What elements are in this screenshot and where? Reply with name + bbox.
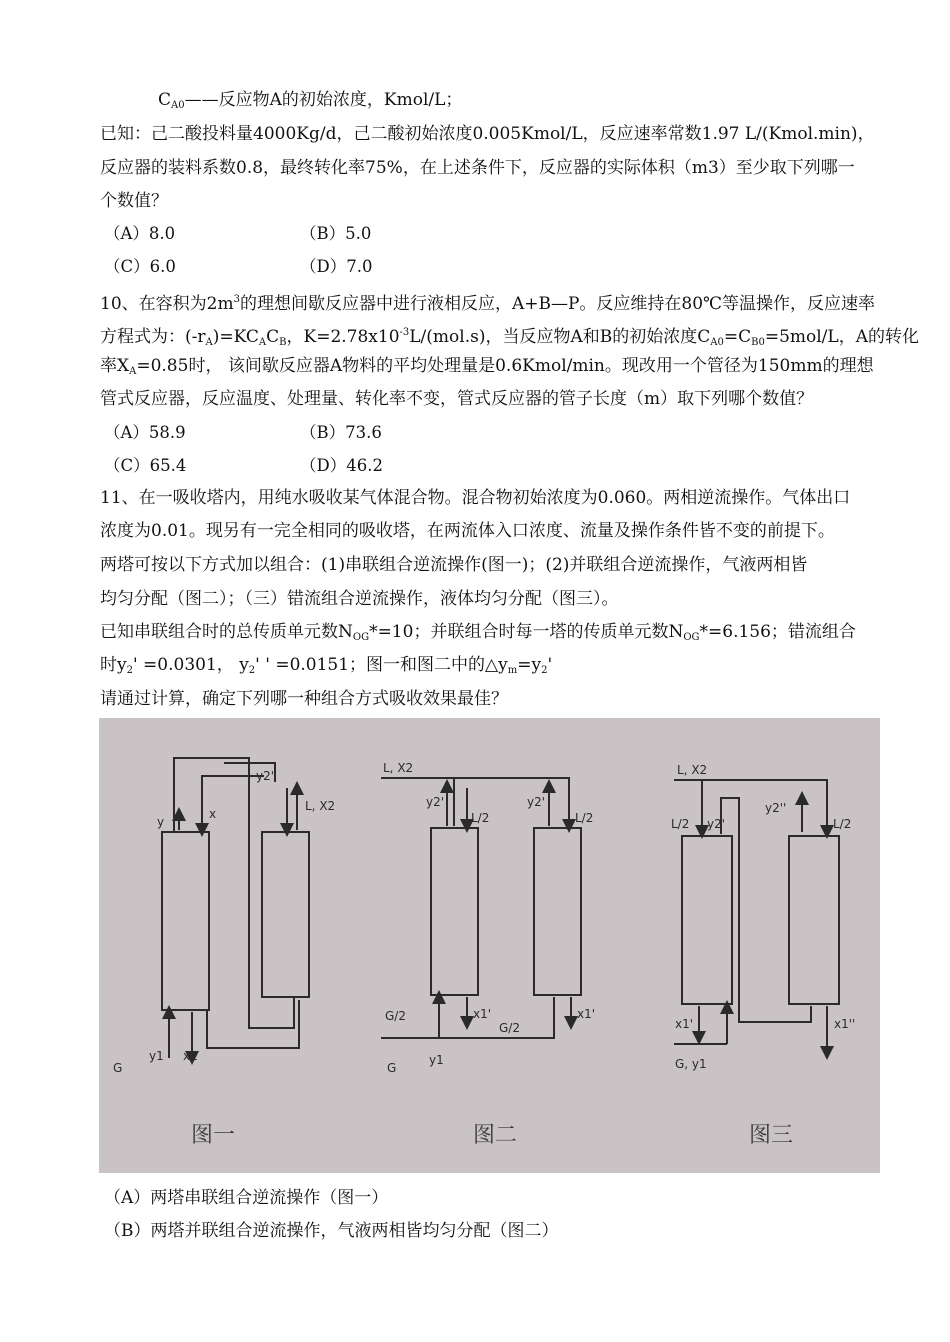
q9-line-1: 已知：己二酸投料量4000Kg/d，己二酸初始浓度0.005Kmol/L，反应速率常数1.97 L/(Kmol.min)， bbox=[100, 124, 875, 144]
fig1-caption: 图一 bbox=[191, 1123, 236, 1148]
fig1-label-y1: y1 bbox=[149, 1049, 164, 1063]
q9-line-3: 个数值？ bbox=[100, 191, 168, 211]
fig3-label-l-x2: L, X2 bbox=[677, 763, 708, 777]
q9-option-c: （C）6.0 bbox=[104, 257, 176, 276]
fig2-caption: 图二 bbox=[473, 1123, 518, 1148]
fig2-label-l2-b: L/2 bbox=[575, 811, 594, 825]
fig2-label-x1-b: x1' bbox=[577, 1007, 596, 1021]
fig3-label-g-y1: G, y1 bbox=[675, 1057, 707, 1071]
fig1-label-g: G bbox=[113, 1061, 123, 1075]
q10-option-a: （A）58.9 bbox=[104, 423, 186, 442]
fig3-label-y2: y2' bbox=[707, 817, 726, 831]
q11-line-5: 已知串联组合时的总传质单元数$N_{OG}*=10$；并联组合时每一塔的传质单元数$N_{OG}*=6.156$；错流组合 bbox=[100, 622, 856, 643]
q11-option-b: （B）两塔并联组合逆流操作，气液两相皆均匀分配（图二） bbox=[104, 1221, 559, 1241]
fig2-label-x1-a: x1' bbox=[473, 1007, 492, 1021]
fig2-label-y1: y1 bbox=[429, 1053, 444, 1067]
fig2-label-y2-b: y2' bbox=[527, 795, 546, 809]
fig1-label-l-x2: L, X2 bbox=[305, 799, 336, 813]
fig2-tower-1 bbox=[431, 828, 478, 995]
fig1-label-y: y bbox=[157, 815, 165, 829]
q11-line-4: 均匀分配（图二）；（三）错流组合逆流操作，液体均匀分配（图三）。 bbox=[100, 589, 619, 609]
q9-option-b: （B）5.0 bbox=[300, 224, 372, 243]
q9-option-d: （D）7.0 bbox=[300, 257, 373, 276]
fig3-label-x1pp: x1'' bbox=[834, 1017, 856, 1031]
fig3-label-l2-a: L/2 bbox=[671, 817, 690, 831]
fig3-caption: 图三 bbox=[749, 1123, 794, 1148]
q10-option-d: （D）46.2 bbox=[300, 456, 383, 475]
c-a0-definition: $C_{A0}——$反应物A的初始浓度，Kmol/L； bbox=[158, 90, 463, 111]
fig3-tower-1 bbox=[682, 836, 732, 1004]
tower-diagram bbox=[99, 718, 880, 1173]
fig2-tower-2 bbox=[534, 828, 581, 995]
fig3-label-l2-b: L/2 bbox=[833, 817, 852, 831]
fig1-label-x1: x1 bbox=[183, 1049, 198, 1063]
fig2-label-y2-a: y2' bbox=[426, 795, 445, 809]
fig3-label-x1: x1' bbox=[675, 1017, 694, 1031]
q11-line-3: 两塔可按以下方式加以组合：(1)串联组合逆流操作(图一)；(2)并联组合逆流操作，气液两相皆 bbox=[100, 555, 808, 575]
q10-line-1: 10、在容积为$2m^3$的理想间歇反应器中进行液相反应，A+B—P。反应维持在80℃等温操作，反应速率 bbox=[100, 294, 876, 314]
q11-line-2: 浓度为0.01。现另有一完全相同的吸收塔，在两流体入口浓度、流量及操作条件皆不变的前提下。 bbox=[100, 521, 835, 541]
q11-line-1: 11、在一吸收塔内，用纯水吸收某气体混合物。混合物初始浓度为0.060。两相逆流操作。气体出口 bbox=[100, 488, 851, 508]
fig2-label-g: G bbox=[387, 1061, 397, 1075]
fig1-label-x: x bbox=[209, 807, 217, 821]
fig2-label-g2-a: G/2 bbox=[385, 1009, 406, 1023]
fig2-label-l2-a: L/2 bbox=[471, 811, 490, 825]
q10-option-b: （B）73.6 bbox=[300, 423, 382, 442]
fig1-label-y2: y2' bbox=[256, 769, 275, 783]
fig2-label-g2-b: G/2 bbox=[499, 1021, 520, 1035]
fig3-label-y2pp: y2'' bbox=[765, 801, 787, 815]
fig2-label-l-x2: L, X2 bbox=[383, 761, 414, 775]
absorption-tower-figure bbox=[99, 718, 880, 1173]
fig1-tower-2 bbox=[262, 832, 309, 997]
q10-line-3: 率$X_A=0.85$时， 该间歇反应器A物料的平均处理量是0.6Kmol/min。现改用一个管径为150mm的理想 bbox=[100, 356, 874, 377]
fig3-tower-2 bbox=[789, 836, 839, 1004]
q9-line-2: 反应器的装料系数0.8，最终转化率75%，在上述条件下，反应器的实际体积（m3）至少取下列哪一 bbox=[100, 158, 855, 178]
fig1-tower-1 bbox=[162, 832, 209, 1010]
q11-line-6: 时$y_2' =0.0301$， $y_2'$ ' =0.0151；图一和图二中的$\triangle y_m=y_2'$ bbox=[100, 655, 553, 676]
q11-line-7: 请通过计算，确定下列哪一种组合方式吸收效果最佳？ bbox=[100, 689, 508, 709]
q9-option-a: （A）8.0 bbox=[104, 224, 176, 243]
q10-line-2: 方程式为：$(-r_A)=KC_AC_B$，$K=2.78x10^{-3}L/(mol.s)$，当反应物A和B的初始浓度$C_{A0}=C_{B0}=5mol/L$，A的转化 bbox=[100, 327, 919, 348]
q11-option-a: （A）两塔串联组合逆流操作（图一） bbox=[104, 1188, 389, 1208]
q10-line-4: 管式反应器，反应温度、处理量、转化率不变，管式反应器的管子长度（m）取下列哪个数值？ bbox=[100, 389, 814, 409]
q10-option-c: （C）65.4 bbox=[104, 456, 187, 475]
